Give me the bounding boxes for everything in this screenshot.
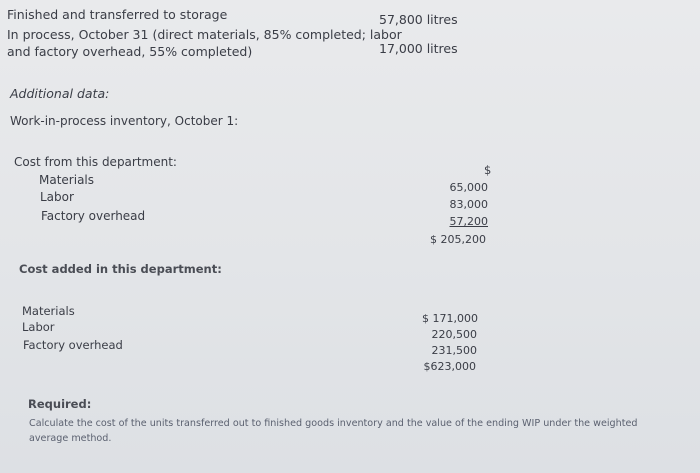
- cost-from-materials-label: Materials: [39, 173, 95, 187]
- finished-value: 57,800 litres: [379, 12, 458, 27]
- cost-from-materials-value: 65,000: [449, 181, 488, 194]
- cost-from-labor-label: Labor: [40, 190, 74, 204]
- cost-from-total: $ 205,200: [430, 233, 486, 246]
- currency-symbol: $: [484, 163, 492, 177]
- cost-from-dept-heading: Cost from this department:: [14, 155, 177, 169]
- cost-from-labor-value: 83,000: [449, 198, 488, 211]
- required-heading: Required:: [28, 397, 92, 411]
- cost-from-overhead-value: 57,200: [449, 215, 488, 228]
- additional-data-heading: Additional data:: [10, 86, 110, 101]
- inprocess-line1: In process, October 31 (direct materials, 85% completed; labor: [7, 27, 402, 42]
- required-line1: Calculate the cost of the units transferred out to finished goods inventory and the value of the ending WIP under the weighted: [29, 418, 638, 429]
- cost-added-overhead-label: Factory overhead: [23, 338, 123, 352]
- cost-added-materials-label: Materials: [22, 304, 75, 318]
- inprocess-line2: and factory overhead, 55% completed): [7, 44, 253, 59]
- cost-added-labor-value: 220,500: [431, 328, 477, 341]
- required-line2: average method.: [29, 433, 112, 444]
- cost-added-total: $623,000: [423, 360, 476, 373]
- cost-added-heading: Cost added in this department:: [19, 262, 222, 276]
- wip-label: Work-in-process inventory, October 1:: [10, 114, 239, 128]
- cost-from-overhead-label: Factory overhead: [41, 209, 146, 223]
- cost-added-materials-value: $ 171,000: [422, 312, 478, 325]
- cost-added-overhead-value: 231,500: [431, 344, 477, 357]
- finished-label: Finished and transferred to storage: [7, 7, 228, 22]
- cost-added-labor-label: Labor: [22, 320, 55, 334]
- inprocess-value: 17,000 litres: [379, 41, 458, 56]
